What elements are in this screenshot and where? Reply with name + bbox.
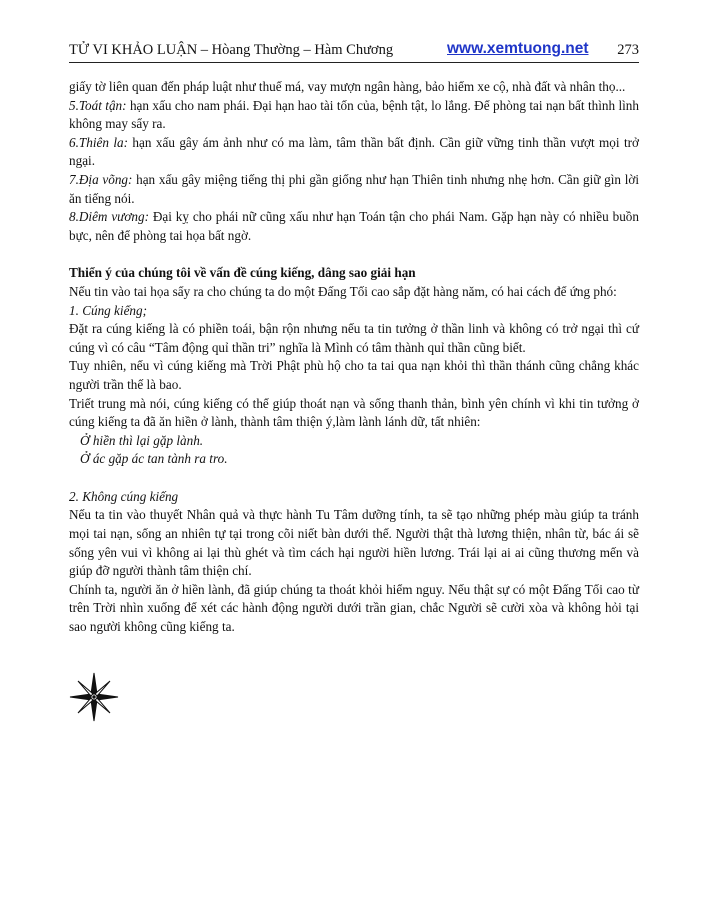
- item-term: 8.Diêm vương:: [69, 209, 149, 225]
- compass-rose-icon: [69, 672, 119, 722]
- item-text: hạn xấu gây miệng tiếng thị phi gần giống như hạn Thiên tinh nhưng nhẹ hơn. Cần giữ gìn lời ăn tiếng nói.: [69, 171, 639, 206]
- option1-paragraph: Tuy nhiên, nếu vì cúng kiếng mà Trời Phật phù hộ cho ta tai qua nạn khỏi thì thần thánh cũng chẳng khác người trần thế là bao.: [69, 358, 639, 392]
- verse-line: Ở hiền thì lại gặp lành.: [80, 432, 204, 448]
- item-term: 7.Địa võng:: [69, 171, 133, 187]
- page-number: 273: [617, 42, 639, 58]
- verse-line: Ở ác gặp ác tan tành ra tro.: [80, 451, 228, 467]
- item-text: hạn xấu cho nam phái. Đại hạn hao tài tốn của, bệnh tật, lo lắng. Để phòng tai nạn bất thình lình không may sẩy ra.: [69, 97, 639, 132]
- list-item: [69, 171, 639, 208]
- option2-paragraph: Chính ta, người ăn ở hiền lành, đã giúp chúng ta thoát khỏi hiểm nguy. Nếu thật sự có một Đấng Tối cao từ trên Trời nhìn xuống để xét các hành động người dưới trần gian, chắc Người sẽ cười xòa và không hỏi tại sao người không cũng kiếng ta.: [69, 581, 639, 635]
- intro-paragraph: giấy tờ liên quan đến pháp luật như thuế má, vay mượn ngân hàng, bảo hiểm xe cộ, nhà đất và nhân thọ...: [69, 79, 626, 94]
- option1-label: 1. Cúng kiếng;: [69, 302, 148, 318]
- list-item: [69, 208, 639, 245]
- option1-paragraph: Đặt ra cúng kiếng là có phiền toái, bận rộn nhưng nếu ta tin tưởng ở thần linh và không có trở ngại thì cứ cúng vì có câu “Tâm động quỉ thần tri” nghĩa là Mình có tâm thành quỉ thần cũng biết.: [69, 321, 639, 355]
- item-text: hạn xấu gây ám ảnh như có ma làm, tâm thần bất định. Cần giữ vững tinh thần vượt mọi trở ngại.: [69, 134, 639, 169]
- option2-label: 2. Không cúng kiếng: [69, 488, 179, 504]
- item-term: 5.Toát tận:: [69, 97, 127, 113]
- header-title: TỬ VI KHẢO LUẬN – Hòang Thường – Hàm Chương: [69, 42, 394, 58]
- section-heading: Thiển ý của chúng tôi về vấn đề cúng kiếng, dâng sao giải hạn: [69, 265, 416, 281]
- option2-paragraph: Nếu ta tin vào thuyết Nhân quả và thực hành Tu Tâm dưỡng tính, ta sẽ tạo những phép màu giúp ta tránh mọi tai nạn, sống an nhiên tự tại trong cõi niết bàn dưới thế. Người thật thà lương thiện, nhân từ, bác ái sẽ sống yên vui vì không ai lại thù ghét và tìm cách hại người hiền lương. Trái lại ai ai cũng thương mến và giúp đỡ người thành tâm thiện chí.: [69, 507, 639, 579]
- page-header: [69, 40, 639, 63]
- page-body: [69, 78, 639, 637]
- section-intro: Nếu tin vào tai họa sẩy ra cho chúng ta do một Đấng Tối cao sắp đặt hàng năm, có hai cách để ứng phó:: [69, 283, 617, 299]
- website-link[interactable]: www.xemtuong.net: [447, 40, 589, 57]
- list-item: [69, 134, 639, 171]
- item-term: 6.Thiên la:: [69, 134, 128, 150]
- item-text: Đại kỵ cho phái nữ cũng xấu như hạn Toán tận cho phái Nam. Gặp hạn này có nhiều buồn bực, nên để phòng tai họa bất ngờ.: [69, 209, 639, 243]
- option1-paragraph: Triết trung mà nói, cúng kiếng có thể giúp thoát nạn và sống thanh thản, bình yên chính vì khi tin tưởng ở cúng kiếng ta đã ăn hiền ở lành, thành tâm thiện ý,làm lành lánh dữ, tất nhiên:: [69, 395, 639, 430]
- list-item: [69, 97, 639, 134]
